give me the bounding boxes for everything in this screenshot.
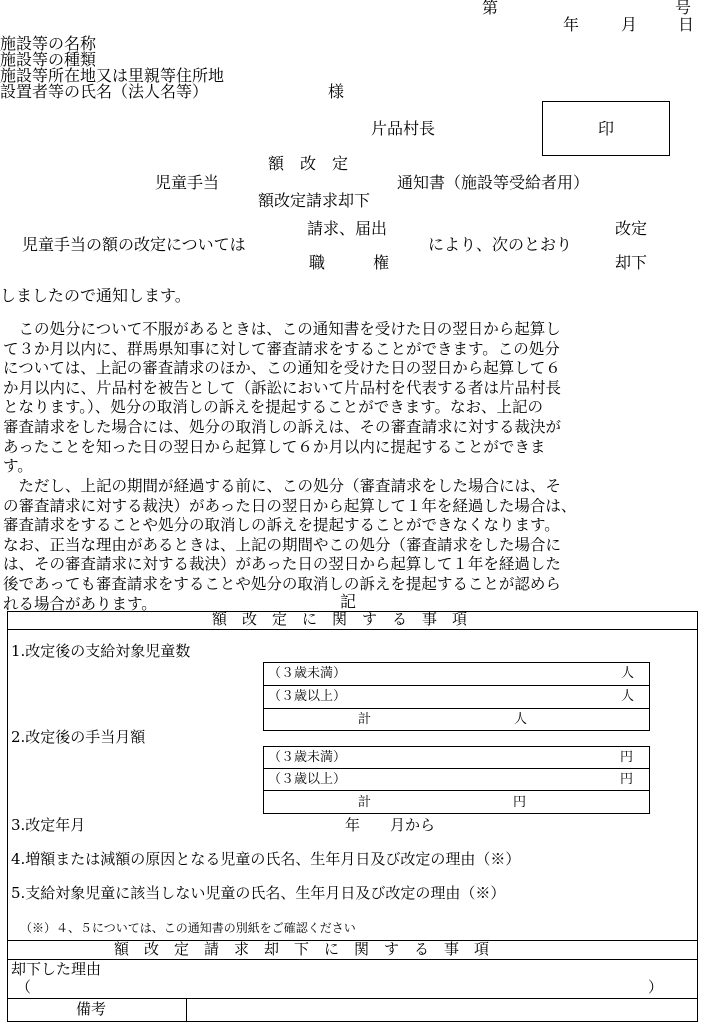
paragraph-line: については、上記の審査請求のほか、この通知を受けた日の翌日から起算して６	[3, 359, 561, 378]
paragraph-line: ただし、上記の期間が経過する前に、この処分（審査請求をした場合には、そ	[3, 477, 562, 495]
date-month: 月	[621, 15, 638, 34]
result-option-reject: 却下	[615, 253, 648, 272]
table-header-divider	[7, 629, 698, 630]
paragraph-line: 審査請求をした場合には、処分の取消しの訴えは、その審査請求に対する裁決が	[3, 417, 562, 436]
paragraph-line: か月以内に、片品村を被告として（訴訟において片品村を代表する者は片品村長	[3, 378, 562, 397]
amount-revision-header: 額 改 定 に 関 す る 事 項	[212, 610, 468, 628]
intro-tail: しましたので通知します。	[0, 286, 191, 305]
title-suffix: 通知書（施設等受給者用）	[397, 173, 590, 192]
paragraph-line: なお、正当な理由があるときは、上記の期間やこの処分（審査請求をした場合に	[3, 535, 562, 554]
paragraph-line: となります。）、処分の取消しの訴えを提起することができます。なお、上記の	[3, 398, 544, 417]
title-option-amount-revision: 額 改 定	[268, 154, 349, 173]
under3-label: （３歳未満）	[268, 666, 347, 681]
facility-type-label: 施設等の種類	[0, 50, 97, 69]
item-3-label: 3.改定年月	[11, 816, 86, 834]
number-prefix: 第	[482, 0, 499, 17]
unit-yen: 円	[620, 750, 634, 765]
paren-close: ）	[648, 978, 664, 996]
paragraph-line: 後であっても審査請求をすることや処分の取消しの訴えを提起することが認めら	[3, 574, 561, 593]
paragraph-line: この処分について不服があるときは、この通知書を受けた日の翌日から起算し	[3, 320, 561, 338]
reason-option-request: 請求、届出	[307, 219, 388, 238]
honorific: 様	[328, 82, 345, 101]
paragraph-line: れる場合があります。	[3, 594, 157, 613]
row-divider	[263, 708, 650, 709]
number-suffix: 号	[675, 0, 692, 17]
unit-people: 人	[621, 666, 635, 681]
date-year: 年	[563, 15, 580, 34]
ki-heading: 記	[340, 592, 357, 611]
reason-option-authority: 職 権	[309, 253, 390, 272]
total-label: 計	[358, 712, 372, 727]
unit-people: 人	[621, 689, 635, 704]
over3-label: （３歳以上）	[268, 772, 347, 787]
item-1-label: 1.改定後の支給対象児童数	[11, 642, 191, 660]
row-divider	[263, 790, 650, 791]
founder-name-label: 設置者等の氏名（法人名等）	[0, 82, 209, 101]
paragraph-line: て３か月以内に、群馬県知事に対して審査請求をすることができます。この処分	[3, 339, 560, 358]
column-divider	[186, 998, 187, 1022]
paragraph-line: あったことを知った日の翌日から起算して６か月以内に提起することができま	[3, 437, 546, 456]
over3-label: （３歳以上）	[268, 689, 347, 704]
unit-yen: 円	[620, 772, 634, 787]
unit-people: 人	[514, 712, 528, 727]
rejection-header: 額 改 定 請 求 却 下 に 関 す る 事 項	[114, 940, 490, 958]
remarks-label: 備考	[76, 1000, 107, 1018]
facility-name-label: 施設等の名称	[0, 34, 97, 53]
unit-yen: 円	[513, 795, 527, 810]
note-text: （※）４、５については、この通知書の別紙をご確認ください	[20, 921, 356, 935]
date-day: 日	[678, 15, 695, 34]
paragraph-line: す。	[3, 457, 33, 476]
rejection-reason-label: 却下した理由	[11, 960, 102, 978]
total-label: 計	[358, 795, 372, 810]
row-divider	[7, 998, 698, 999]
table-header-divider	[7, 959, 698, 960]
row-divider	[263, 768, 650, 769]
item-2-label: 2.改定後の手当月額	[11, 728, 146, 746]
paren-open: （	[16, 978, 32, 996]
paragraph-line: は、その審査請求に対する裁決）があった日の翌日から起算して１年を経過した	[3, 555, 561, 574]
appeal-paragraph-1	[3, 320, 697, 477]
facility-address-label: 施設等所在地又は里親等住所地	[0, 66, 225, 85]
paragraph-line: の審査請求に対する裁決）があった日の翌日から起算して１年を経過した場合は、	[3, 496, 577, 515]
title-prefix: 児童手当	[155, 173, 220, 192]
paragraph-line: 審査請求をすることや処分の取消しの訴えを提起することができなくなります。	[3, 516, 560, 535]
intro-middle: により、次のとおり	[428, 235, 573, 254]
issuer-name: 片品村長	[371, 119, 436, 138]
title-option-rejection: 額改定請求却下	[258, 191, 371, 210]
seal-mark: 印	[598, 119, 615, 138]
item-5-label: 5.支給対象児童に該当しない児童の氏名、生年月日及び改定の理由（※）	[11, 884, 506, 902]
item-4-label: 4.増額または減額の原因となる児童の氏名、生年月日及び改定の理由（※）	[11, 850, 521, 868]
revision-date-value: 年 月から	[345, 816, 436, 834]
result-option-revise: 改定	[615, 219, 648, 238]
intro-lead: 児童手当の額の改定については	[22, 235, 246, 254]
row-divider	[263, 685, 650, 686]
under3-label: （３歳未満）	[268, 750, 347, 765]
